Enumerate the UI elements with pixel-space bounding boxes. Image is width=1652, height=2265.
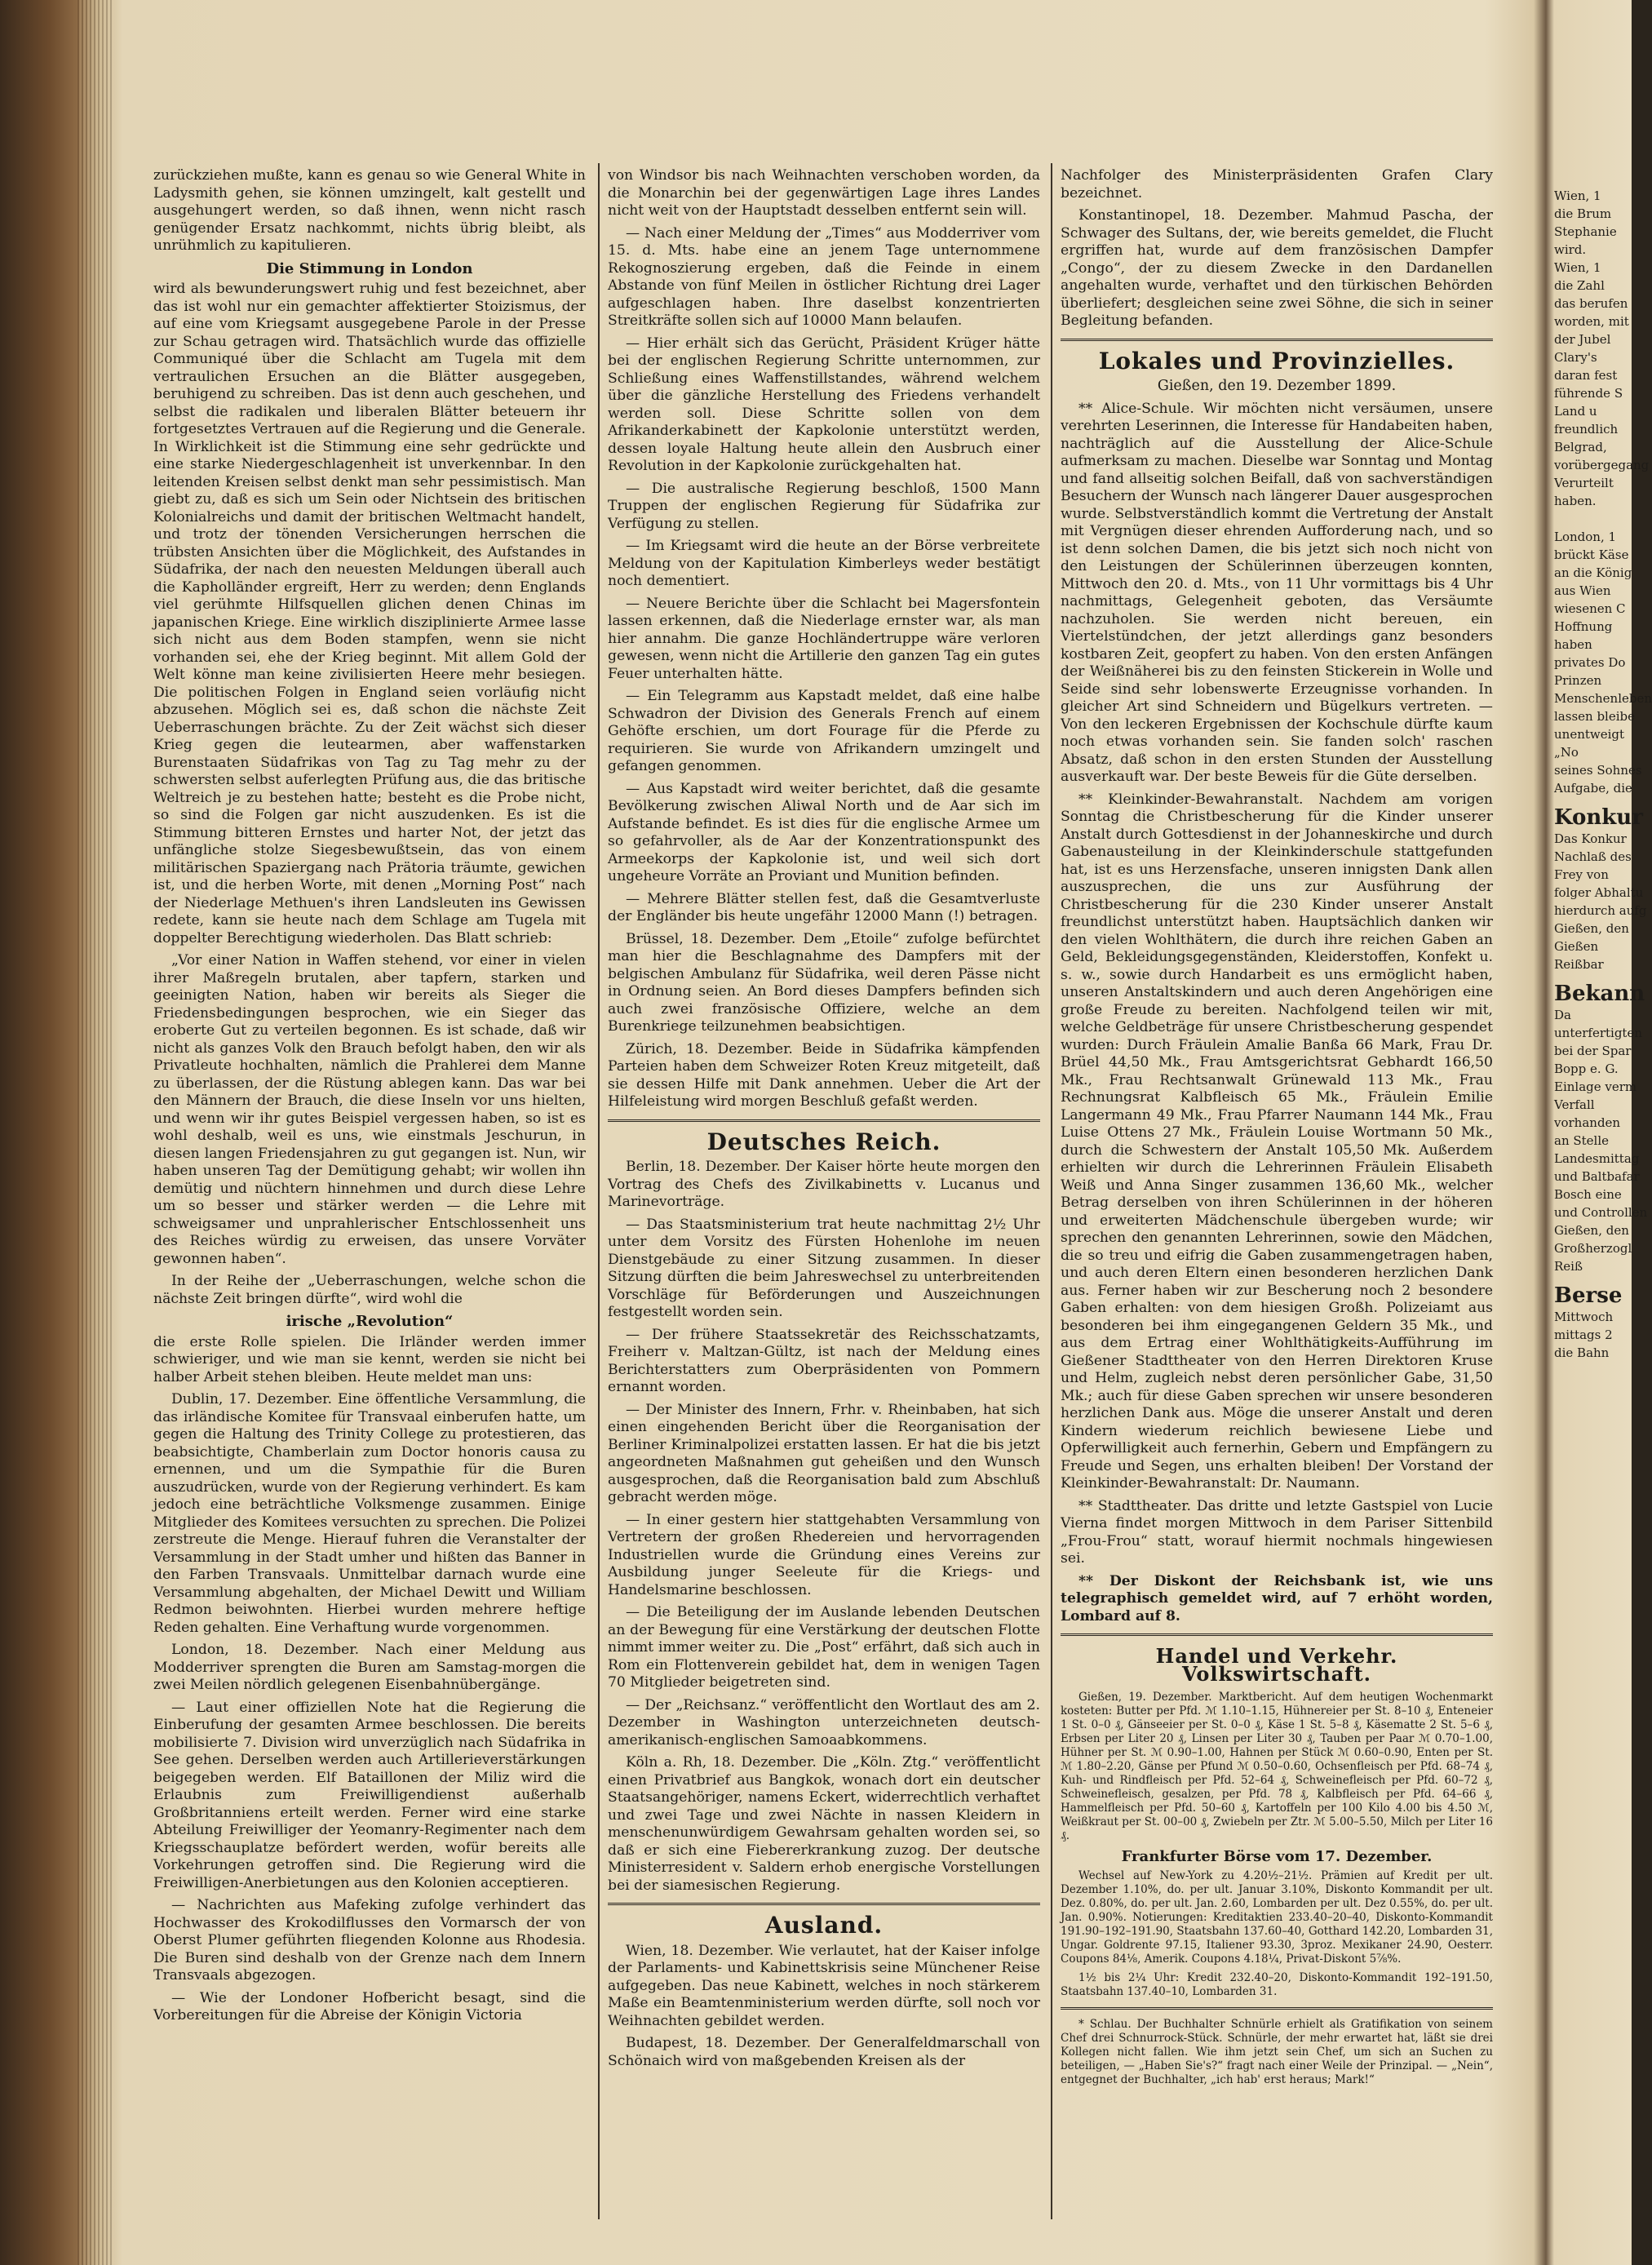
article-text: ** Alice-Schule. Wir möchten nicht versäumen, unsere verehrten Leserinnen, die Interesse für Handabeiten haben, nachträglich auf die Ausstellung der Alice-Schule aufmerksam zu machen. Dieselbe war Sonntag und Montag und fand allseitig solchen Beifall, daß von sachverständigen Besuchern der Wunsch nach längerer Dauer ausgesprochen wurde. Selbstverständlich kommt die Vertretung der Anstalt mit Vergnügen dieser ehrenden Aufforderung nach, und so ist denn solchen Damen, die bis jetzt sich noch nicht von den Leistungen der Schülerinnen überzeugen konnten, Mittwoch den 20. d. Mts., von 11 Uhr vormittags bis 4 Uhr nachmittags, Gelegenheit geboten, das Versäumte nachzuholen. Sie werden nicht bereuen, ein Viertelstündchen, der jetzt allerdings ganz besonders kostbaren Zeit, geopfert zu haben. Von den ersten Anfängen der Weißnäherei bis zu den feinsten Stickerein in Wolle und Seide sind sehr lobenswerte Erzeugnisse vorhanden. In gleicher Art sind Schneidern und Bügelkurs vertreten. — Von den leckeren Ergebnissen der Kochschule dürfte kaum noch etwas vorhanden sein. Sie fanden solch' raschen Absatz, daß schon in den ersten Stunden der Ausstellung ausverkauft war. Der beste Beweis für die Güte derselben. xyxy=(1061,400,1493,785)
article-text: — Der frühere Staatssekretär des Reichsschatzamts, Freiherr v. Maltzan-Gültz, ist nach der Meldung eines Berichterstatters zum Oberpräsidenten von Pommern ernannt worden. xyxy=(608,1326,1040,1395)
adjacent-page-strip xyxy=(1554,188,1652,1363)
article-text: Brüssel, 18. Dezember. Dem „Etoile“ zufolge befürchtet man hier die Beschlagnahme des Dampfers mit der belgischen Ambulanz für Südafrika, weil deren Pässe nicht in Ordnung seien. An Bord dieses Dampfers befinden sich auch zwei französische Offiziere, welche an dem Burenkriege teilzunehmen beabsichtigen. xyxy=(608,930,1040,1035)
strip-line: Clary's xyxy=(1554,350,1597,365)
article-text: Budapest, 18. Dezember. Der Generalfeldmarschall von Schönaich wird von maßgebenden Kreisen als der xyxy=(608,2035,1040,2069)
article-text: ** Kleinkinder-Bewahranstalt. Nachdem am vorigen Sonntag die Christbescherung für die Kinder unserer Anstalt durch Gottesdienst in der Johanneskirche und durch Gabenausteilung in der Kleinkinderschule stattgefunden hat, ist es uns Herzensfache, unseren innigsten Dank allen auszusprechen, die uns zur Ausführung der Christbescherung für die 230 Kinder unserer Anstalt freundlichst unterstützt haben. Hauptsächlich danken wir den vielen Wohlthätern, die durch ihre reichen Gaben an Geld, Bekleidungsgegenständen, Kleiderstoffen, Konfekt u. s. w., sowie durch Handarbeit es uns ermöglicht haben, unseren Anstaltskindern und auch deren Angehörigen eine große Freude zu bereiten. Nachfolgend teilen wir mit, welche Geldbeträge für unsere Christbescherung gespendet wurden: Durch Fräulein Amalie Banßa 66 Mark, Frau Dr. Brüel 44,50 Mk., Frau Amtsgerichtsrat Gebhardt 166,50 Mk., Frau Rechtsanwalt Grünewald 113 Mk., Frau Rechnungsrat Kalbfleisch 65 Mk., Fräulein Emilie Langermann 49 Mk., Frau Pfarrer Naumann 144 Mk., Frau Luise Ottens 27 Mk., Fräulein Louise Wortmann 50 Mk., durch die Schwestern der Anstalt 105,50 Mk. Außerdem erhielten wir durch die Lehrerinnen Fräulein Elisabeth Weiß und Anna Singer zusammen 136,60 Mk., welcher Betrag derselben von ihren Schülerinnen in der höheren und erweiterten Mädchenschule übergeben wurde; wir sprechen den genannten Lehrerinnen, sowie den Mädchen, die so treu und eifrig die Gaben zusammengetragen haben, und auch deren Eltern einen besonderen herzlichen Dank aus. Ferner haben wir zur Bescherung noch 2 besondere Gaben erhalten: von dem hiesigen Großh. Polizeiamt aus besonderen bei ihm eingegangenen Geldern 35 Mk., und aus dem Ertrag einer Wohlthätigkeits-Aufführung im Gießener Stadttheater von den Herren Direktoren Kruse und Helm, zugleich nebst deren persönlicher Gabe, 31,50 Mk.; auch für diese Gaben sprechen wir unsere besonderen herzlichen Dank aus. Möge die unserer Anstalt und deren Kindern wiederum reichlich bewiesene Liebe und Opferwilligkeit auch fernerhin, Gebern und Empfängern zu Freude und Segen, uns erhalten bleiben! Der Vorstand der Kleinkinder-Bewahranstalt: Dr. Naumann. xyxy=(1061,791,1493,1492)
section-heading: Die Stimmung in London xyxy=(266,259,473,277)
strip-line: Frey von xyxy=(1554,867,1609,882)
strip-line: wiesenen C xyxy=(1554,601,1626,616)
article-text: zurückziehen mußte, kann es genau so wie General White in Ladysmith gehen, sie können umzingelt, kalt gestellt und ausgehungert werden, so daß ihnen, wenn nicht rasch genügender Ersatz nachkommt, nichts übrig bleibt, als unrühmlich zu kapitulieren. xyxy=(153,167,586,254)
strip-line: das berufen xyxy=(1554,296,1628,311)
article-text: von Windsor bis nach Weihnachten verschoben worden, da die Monarchin bei der gegenwärtigen Lage ihres Landes nicht weit von der Hauptstadt desselben entfernt sein will. xyxy=(608,167,1040,219)
subsection-heading: Frankfurter Börse vom 17. Dezember. xyxy=(1121,1848,1433,1865)
article-text: — Der „Reichsanz.“ veröffentlicht den Wortlaut des am 2. Dezember in Washington unterzeichneten deutsch-amerikanisch-englischen Samoaabkommens. xyxy=(608,1696,1040,1749)
article-text: Konstantinopel, 18. Dezember. Mahmud Pascha, der Schwager des Sultans, der, wie bereits gemeldet, die Flucht ergriffen hat, wurde auf dem französischen Dampfer „Congo“, der zu diesem Zwecke in den Dardanellen angehalten wurde, verhaftet und den türkischen Behörden überliefert; desgleichen seine zwei Söhne, die sich in seiner Begleitung befanden. xyxy=(1061,207,1493,329)
strip-line: haben xyxy=(1554,637,1592,652)
strip-line: haben. xyxy=(1554,494,1597,508)
strip-line: unentweigt xyxy=(1554,727,1625,742)
article-text: — Laut einer offiziellen Note hat die Regierung die Einberufung der gesamten Armee beschlossen. Die bereits mobilisierte 7. Division wird unverzüglich nach Südafrika in See gehen. Derselben werden auch Artillerieverstärkungen beigegeben werden. Elf Bataillonen der Miliz wird die Erlaubnis zum Freiwilligendienst außerhalb Großbritanniens erteilt werden. Ferner wird eine starke Abteilung Freiwilliger der Yeomanry-Regimenter nach dem Kriegsschauplatze befördert werden, wofür bereits alle Vorkehrungen getroffen sind. Die Regierung wird die Freiwilligen-Anerbietungen aus den Kolonien acceptieren. xyxy=(153,1699,586,1891)
section-heading: Handel und Verkehr. Volkswirtschaft. xyxy=(1155,1644,1398,1686)
strip-heading: Bekann xyxy=(1554,982,1645,1006)
strip-line: „No xyxy=(1554,745,1579,760)
column-divider xyxy=(1051,163,1052,2219)
article-text: — Aus Kapstadt wird weiter berichtet, daß die gesamte Bevölkerung zwischen Aliwal North und de Aar sich im Aufstande befindet. Es ist dies für die englische Armee um so gefahrvoller, als de Aar der Konzentrationspunkt des Armeekorps der Kapkolonie ist, und weil sich dort ungeheure Vorräte an Proviant und Munition befinden. xyxy=(608,780,1040,884)
strip-line: hierdurch aufg xyxy=(1554,903,1647,918)
strip-line: privates Do xyxy=(1554,655,1626,670)
strip-line xyxy=(1554,511,1632,527)
strip-line: Gießen xyxy=(1554,939,1599,954)
stock-report: Wechsel auf New-York zu 4.20½–21½. Prämien auf Kredit per ult. Dezember 1.10%, do. per ult. Januar 3.10%, Diskonto Kommandit per ult. Dez. 0.80%, do. per ult. Jan. 2.60, Lombarden per ult. Dez 0.55%, do. per ult. Jan. 0.90%. Notierungen: Kreditaktien 233.40–20–40, Diskonto-Kommandit 191.90–192–191.90, Staatsbahn 137.60–40, Gotthard 142.20, Lombarden 31, Ungar. Goldrente 97.15, Italiener 93.30, 3proz. Mexikaner 24.90, Oesterr. Coupons 84⅛, Amerik. Coupons 4.18¼, Privat-Diskont 5⅞%. xyxy=(1061,1868,1493,1966)
strip-line: die Bahn xyxy=(1554,1345,1610,1360)
strip-line: Landesmittag xyxy=(1554,1151,1640,1166)
article-text: — Nach einer Meldung der „Times“ aus Modderriver vom 15. d. Mts. habe eine an jenem Tage unternommene Rekognoszierung ergeben, daß die Feinde in einem Abstande von fünf Meilen in östlicher Richtung drei Lager aufgeschlagen haben. Ihre daselbst konzentrierten Streitkräfte sollen sich auf 10000 Mann belaufen. xyxy=(608,224,1040,329)
strip-line: Bosch eine xyxy=(1554,1187,1622,1202)
strip-line: Wien, 1 xyxy=(1554,188,1601,203)
strip-line: wird. xyxy=(1554,242,1587,257)
article-text: — Hier erhält sich das Gerücht, Präsident Krüger hätte bei der englischen Regierung Schritte unternommen, zur Schließung eines Waffenstillstandes, während welchem über die gänzliche Herstellung des Friedens verhandelt werden soll. Diese Schritte sollen von dem Afrikanderkabinett der Kapkolonie unterstützt werden, dessen loyale Haltung heute allein den Ausbruch einer Revolution in der Kapkolonie zurückgehalten hat. xyxy=(608,335,1040,474)
section-heading: Ausland. xyxy=(764,1912,884,1939)
strip-line: folger Abhaltu xyxy=(1554,885,1644,900)
article-text: London, 18. Dezember. Nach einer Meldung aus Modderriver sprengten die Buren am Samstag-morgen die zwei Meilen nördlich gelegenen Eisenbahnübergänge. xyxy=(153,1642,586,1693)
strip-line: bei der Spar xyxy=(1554,1044,1632,1058)
strip-line: Reißbar xyxy=(1554,957,1604,972)
strip-line: Belgrad, xyxy=(1554,440,1607,454)
strip-line: Einlage verm xyxy=(1554,1079,1637,1094)
strip-heading: Konkur xyxy=(1554,805,1643,830)
article-text: Nachfolger des Ministerpräsidenten Grafen Clary bezeichnet. xyxy=(1061,167,1493,202)
article-text: — Im Kriegsamt wird die heute an der Börse verbreitete Meldung von der Kapitulation Kimberleys weder bestätigt noch dementiert. xyxy=(608,538,1040,589)
strip-line: Gießen, den xyxy=(1554,921,1629,936)
strip-line: Gießen, den xyxy=(1554,1223,1629,1238)
strip-line: aus Wien xyxy=(1554,583,1611,598)
anecdote-text: * Schlau. Der Buchhalter Schnürle erhielt als Gratifikation von seinem Chef drei Schnurrock-Stück. Schnürle, der mehr erwartet hat, läßt sie drei Kollegen nicht fallen. Wie ihm jetzt sein Chef, um sich an Suchen zu beteiligen, — „Haben Sie's?“ fragt nach einer Weile der Prinzipal. — „Nein“, entgegnet der Buchhalter, „ich hab' erst heraus; Mark!“ xyxy=(1061,2017,1493,2086)
article-text: ** Der Diskont der Reichsbank ist, wie uns telegraphisch gemeldet wird, auf 7 erhöht worden, Lombard auf 8. xyxy=(1061,1572,1493,1625)
strip-line: vorübergegang xyxy=(1554,458,1650,472)
strip-line: führende S xyxy=(1554,386,1623,401)
article-text: — Die Beteiligung der im Auslande lebenden Deutschen an der Bewegung für eine Verstärkung der deutschen Flotte nimmt immer weiter zu. Die „Post“ erfährt, daß sich auch in Rom ein Flottenverein gebildet hat, dem in wenigen Tagen 70 Mitglieder beigetreten sind. xyxy=(608,1604,1040,1691)
strip-line: brückt Käse xyxy=(1554,547,1629,562)
strip-line: lassen bleibe xyxy=(1554,709,1635,724)
article-text: — Der Minister des Innern, Frhr. v. Rheinbaben, hat sich einen eingehenden Bericht über die Reorganisation der Berliner Kriminalpolizei erstatten lassen. Er hat die bis jetzt angeordneten Maßnahmen gut geheißen und den Wunsch ausgesprochen, daß die Reorganisation bald zum Abschluß gebracht werden möge. xyxy=(608,1401,1040,1505)
market-report: Gießen, 19. Dezember. Marktbericht. Auf dem heutigen Wochenmarkt kosteten: Butter per Pfd. ℳ 1.10–1.15, Hühnereier per St. 8–10 ₰, Enteneier 1 St. 0–0 ₰, Gänseeier per St. 0–0 ₰, Käse 1 St. 5–8 ₰, Käsematte 2 St. 5–6 ₰, Erbsen per Liter 20 ₰, Linsen per Liter 30 ₰, Tauben per Paar ℳ 0.70–1.00, Hühner per St. ℳ 0.90–1.00, Hahnen per Stück ℳ 0.60–0.90, Enten per St. ℳ 1.80–2.20, Gänse per Pfund ℳ 0.50–0.60, Ochsenfleisch per Pfd. 68–74 ₰, Kuh- und Rindfleisch per Pfd. 52–64 ₰, Schweinefleisch per Pfd. 60–72 ₰, Schweinefleisch, gesalzen, per Pfd. 78 ₰, Kalbfleisch per Pfd. 64–66 ₰, Hammelfleisch per Pfd. 50–60 ₰, Kartoffeln per 100 Kilo 4.00 bis 4.50 ℳ, Weißkraut per St. 00–00 ₰, Zwiebeln per Ztr. ℳ 5.00–5.50, Milch per Liter 16 ₰. xyxy=(1061,1691,1493,1842)
strip-line: seines Sohnes xyxy=(1554,763,1642,778)
strip-line: und Baltbafar xyxy=(1554,1169,1640,1184)
article-text: — Ein Telegramm aus Kapstadt meldet, daß eine halbe Schwadron der Division des Generals French auf einem Gehöfte erschien, um dort Fourage für die Pferde zu requirieren. Sie wurde von Afrikandern umzingelt und gefangen genommen. xyxy=(608,688,1040,774)
dateline: Gießen, den 19. Dezember 1899. xyxy=(1157,378,1397,394)
section-rule xyxy=(608,1903,1040,1905)
column-2 xyxy=(608,167,1040,2075)
stock-report: 1½ bis 2¼ Uhr: Kredit 232.40–20, Diskonto-Kommandit 192–191.50, Staatsbahn 137.40–10, Lombarden 31. xyxy=(1061,1970,1493,1998)
section-rule xyxy=(608,1119,1040,1122)
strip-line: Mittwoch xyxy=(1554,1310,1614,1324)
article-text: — Neuere Berichte über die Schlacht bei Magersfontein lassen erkennen, daß die Niederlage ernster war, als man hier annahm. Die ganze Hochländertruppe wäre verloren gewesen, wenn nicht die Artillerie den ganzen Tag ein gutes Feuer unterhalten hätte. xyxy=(608,595,1040,682)
article-text: wird als bewunderungswert ruhig und fest bezeichnet, aber das ist wohl nur ein gemachter affektierter Stoizismus, der auf eine vom Kriegsamt ausgegebene Parole in der Presse zur Schau getragen wird. Thatsächlich wurde das offizielle Communiqué über die Schlacht am Tugela mit dem vertraulichen Ersuchen an die Blätter ausgegeben, beruhigend zu schreiben. Das ist denn auch geschehen, und selbst die radikalen und liberalen Blätter beteuern ihr fortgesetztes Vertrauen auf die Regierung und die Generale. In Wirklichkeit ist die Stimmung eine sehr gedrückte und eine starke Niedergeschlagenheit ist unverkennbar. In den leitenden Kreisen selbst denkt man sehr pessimistisch. Man giebt zu, daß es sich um Sein oder Nichtsein des britischen Kolonialreichs und damit der britischen Weltmacht handelt, und trotz der tönenden Versicherungen herrschen die trübsten Ansichten über die Möglichkeit, des Aufstandes in Südafrika, der nach den neuesten Meldungen überall auch die Kapholländer ergreift, Herr zu werden; denn Englands viel gerühmte Hilfsquellen glichen denen Chinas im japanischen Kriege. Eine wirklich disziplinierte Armee lasse sich nicht aus dem Boden stampfen, wenn sie nicht vorhanden sei, ehe der Krieg beginnt. Mit allem Gold der Welt könne man keine zivilisierten Heere mehr besiegen. Die politischen Folgen in England seien vorläufig nicht abzusehen. Möglich sei es, daß schon die nächste Zeit Ueberraschungen brächte. Zu der Zeit wächst sich dieser Krieg gegen die leutearmen, aber waffenstarken Burenstaaten Südafrikas von Tag zu Tag mehr zu der schwersten selbst auferlegten Prüfung aus, die das britische Weltreich je zu bestehen hatte; besteht es die Probe nicht, so sind die Folgen gar nicht auszudenken. Es ist die Stimmung bitteren Ernstes und harter Not, der jetzt das unfängliche stolze Siegesbewußtsein, das von einem militärischen Spaziergang nach Prätoria träumte, gewichen ist, und die herben Worte, mit denen „Morning Post“ nach der Niederlage Methuen's ihren Landsleuten ins Gewissen redete, kann sie heute nach dem Schlage am Tugela mit doppelter Berechtigung wiederholen. Das Blatt schrieb: xyxy=(153,281,586,946)
strip-line: Land u xyxy=(1554,404,1597,419)
article-text: Köln a. Rh, 18. Dezember. Die „Köln. Ztg.“ veröffentlicht einen Privatbrief aus Bangkok, wonach dort ein deutscher Staatsangehöriger, namens Eckert, widerrechtlich verhaftet und zwei Tage und zwei Nächte in nassen Kleidern in menschenunwürdigem Gewahrsam gehalten worden sei, so daß er sich eine Fiebererkrankung zuzog. Der deutsche Ministerresident v. Saldern erhob energische Vorstellungen bei der siamesischen Regierung. xyxy=(608,1754,1040,1894)
strip-line: Prinzen xyxy=(1554,673,1602,688)
strip-line: unterfertigten xyxy=(1554,1026,1642,1040)
strip-line: Das Konkur xyxy=(1554,831,1627,846)
strip-line: Reiß xyxy=(1554,1259,1583,1274)
book-binding-edge xyxy=(78,0,114,2265)
strip-line: Hoffnung xyxy=(1554,619,1613,634)
strip-line: Verfall xyxy=(1554,1097,1595,1112)
column-divider xyxy=(598,163,600,2219)
article-text: Zürich, 18. Dezember. Beide in Südafrika kämpfenden Parteien haben dem Schweizer Roten Kreuz mitgeteilt, daß sie dessen Hilfe mit Dank annehmen. Ueber die Art der Hilfeleistung wird morgen Beschluß gefaßt werden. xyxy=(608,1040,1040,1110)
strip-line: vorhanden xyxy=(1554,1115,1621,1130)
strip-line: Stephanie xyxy=(1554,224,1617,239)
article-text: — Wie der Londoner Hofbericht besagt, sind die Vorbereitungen für die Abreise der Königin Victoria xyxy=(153,1989,586,2023)
article-text: Wien, 18. Dezember. Wie verlautet, hat der Kaiser infolge der Parlaments- und Kabinettskrisis seine Münchener Reise aufgegeben. Das neue Kabinett, welches in noch stärkerem Maße ein Beamtenministerium werden dürfte, soll noch vor Weihnachten gebildet werden. xyxy=(608,1942,1040,2029)
article-text: — Das Staatsministerium trat heute nachmittag 2½ Uhr unter dem Vorsitz des Fürsten Hohenlohe im neuen Dienstgebäude zu einer Sitzung zusammen. In dieser Sitzung dürften die beim Jahreswechsel zu unterbreitenden Vorschläge für Beförderungen und Auszeichnungen festgestellt worden sein. xyxy=(608,1216,1040,1320)
strip-line: und Controllen xyxy=(1554,1205,1648,1220)
article-text: In der Reihe der „Ueberraschungen, welche schon die nächste Zeit bringen dürfte“, wird wohl die xyxy=(153,1273,586,1307)
strip-heading: Berse xyxy=(1554,1283,1623,1308)
article-text: — Die australische Regierung beschloß, 1500 Mann Truppen der englischen Regierung für Südafrika zur Verfügung zu stellen. xyxy=(608,480,1040,532)
article-text: — Mehrere Blätter stellen fest, daß die Gesamtverluste der Engländer bis heute ungefähr 12000 Mann (!) betragen. xyxy=(608,890,1040,924)
strip-line: Wien, 1 xyxy=(1554,260,1601,275)
section-rule xyxy=(1061,2007,1493,2010)
strip-line: Da xyxy=(1554,1008,1571,1022)
strip-line: daran fest xyxy=(1554,368,1618,383)
section-rule xyxy=(1061,339,1493,341)
article-text: — Nachrichten aus Mafeking zufolge verhindert das Hochwasser des Krokodilflusses den Vormarsch der von Oberst Plumer geführten fliegenden Kolonne aus Rhodesia. Die Buren sind deshalb von der Grenze nach dem Innern Transvaals abgezogen. xyxy=(153,1897,586,1984)
article-text: ** Stadttheater. Das dritte und letzte Gastspiel von Lucie Vierna findet morgen Mittwoch in dem Pariser Sittenbild „Frou-Frou“ statt, worauf hiermit nochmals hingewiesen sei. xyxy=(1061,1497,1493,1567)
strip-line: mittags 2 xyxy=(1554,1328,1613,1342)
strip-line: London, 1 xyxy=(1554,530,1617,544)
strip-line: Nachlaß des xyxy=(1554,849,1632,864)
section-rule xyxy=(1061,1633,1493,1636)
strip-line: die Zahl xyxy=(1554,278,1605,293)
strip-line: Menschenleben xyxy=(1554,691,1652,706)
strip-line: Bopp e. G. xyxy=(1554,1062,1619,1076)
strip-line: der Jubel xyxy=(1554,332,1611,347)
strip-line: an die König xyxy=(1554,565,1632,580)
strip-line: die Brum xyxy=(1554,206,1612,221)
article-text: Berlin, 18. Dezember. Der Kaiser hörte heute morgen den Vortrag des Chefs des Zivilkabinetts v. Lucanus und Marinevorträge. xyxy=(608,1159,1040,1210)
strip-line: Großherzogl xyxy=(1554,1241,1632,1256)
article-text: — In einer gestern hier stattgehabten Versammlung von Vertretern der großen Rhedereien und hervorragenden Industriellen wurde die Gründung eines Vereins zur Ausbildung junger Seeleute für die Kriegs- und Handelsmarine beschlossen. xyxy=(608,1511,1040,1598)
column-1 xyxy=(153,167,586,2030)
article-text: die erste Rolle spielen. Die Irländer werden immer schwieriger, und wie man sie kennt, werden sie nicht bei halber Arbeit stehen bleiben. Heute meldet man uns: xyxy=(153,1333,586,1385)
section-heading: Deutsches Reich. xyxy=(706,1128,941,1155)
column-3 xyxy=(1061,167,1493,2092)
strip-line: an Stelle xyxy=(1554,1133,1610,1148)
strip-line: Verurteilt xyxy=(1554,476,1614,490)
article-text: „Vor einer Nation in Waffen stehend, vor einer in vielen ihrer Maßregeln brutalen, aber tapfern, starken und geeinigten Nation, haben wir bereits als Sieger die Friedensbedingungen besprochen, wie ein Sieger das eroberte Gut zu verteilen begonnen. Es ist schade, daß wir nicht als ganzes Volk den Brauch befolgt haben, den wir als Privatleute hochhalten, nämlich die Prahlerei dem Manne zu überlassen, der die Rüstung ablegen kann. Das war bei den Männern der Brauch, die diese Inseln vor uns hielten, und wenn wir ihr gutes Beispiel vergessen haben, so ist es wohl deshalb, weil es uns, wie einstmals Jeschurun, in diesen langen Friedensjahren zu gut gegangen ist. Nun, wir haben unseren Tag der Demütigung gehabt; wir wollen ihn demütig und nüchtern hinnehmen und durch diese Lehre um so besser und stärker werden — die Lehre mit schweigsamer und unprahlerischer Entschlossenheit uns des Reiches würdig zu erweisen, das unsere Vorväter gewonnen haben“. xyxy=(153,952,586,1267)
article-text: Dublin, 17. Dezember. Eine öffentliche Versammlung, die das irländische Komitee für Transvaal einberufen hatte, um gegen die Haltung des Trinity College zu protestieren, das beabsichtigte, Chamberlain zum Doctor honoris causa zu ernennen, und um die Sympathie für die Buren auszudrücken, wurde von der Regierung verhindert. Es kam jedoch eine beträchtliche Volksmenge zusammen. Einige Mitglieder des Komitees versuchten zu sprechen. Die Polizei zerstreute die Menge. Hierauf fuhren die Veranstalter der Versammlung in der Stadt umher und hißten das Banner in den Farben Transvaals. Unmittelbar darnach wurde eine Versammlung abgehalten, der Michael Dewitt und William Redmon beiwohnten. Hierbei wurden mehrere heftige Reden gehalten. Eine Verhaftung wurde vorgenommen. xyxy=(153,1391,586,1636)
section-heading: Lokales und Provinzielles. xyxy=(1098,347,1455,375)
strip-line: Aufgabe, die xyxy=(1554,781,1632,796)
strip-line: worden, mit xyxy=(1554,314,1629,329)
section-heading: irische „Revolution“ xyxy=(286,1313,454,1330)
strip-line: freundlich xyxy=(1554,422,1619,437)
